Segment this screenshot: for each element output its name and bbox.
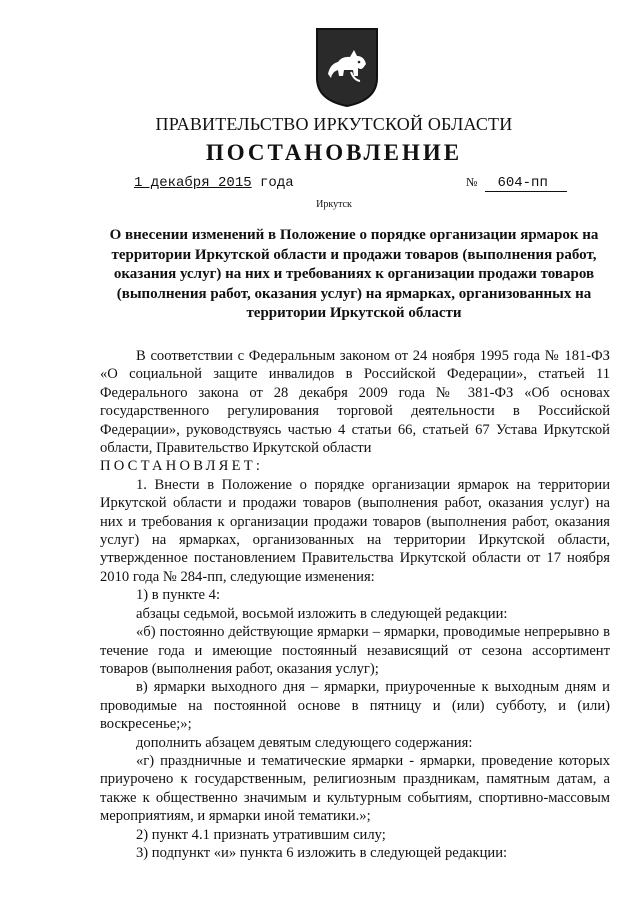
paragraph-add: дополнить абзацем девятым следующего содержания: (136, 734, 473, 751)
document-body (100, 347, 610, 862)
paragraph-v: в) ярмарки выходного дня – ярмарки, приуроченные к выходным дням и проводимые на постоянной основе в пятницу и (или) субботу, и (или) воскресенье;»; (100, 679, 610, 733)
coat-of-arms-icon (314, 26, 380, 108)
paragraph-item-3: 3) подпункт «и» пункта 6 изложить в следующей редакции: (136, 844, 508, 861)
paragraph-b: «б) постоянно действующие ярмарки – ярмарки, проводимые непрерывно в течение года и имеющие постоянный независящий от сезона ассортимент товаров (выполнения работ, оказания услуг); (100, 624, 610, 677)
document-date (134, 175, 294, 191)
number-sign: № (466, 175, 478, 189)
paragraph-item-1: 1) в пункте 4: (136, 587, 221, 604)
document-number (466, 175, 567, 192)
resolution-title: О внесении изменений в Положение о порядке организации ярмарок на территории Иркутской области и продажи товаров (выполнения работ, оказания услуг) на них и требованиях к организации продажи товаров (выполнения работ, оказания услуг) на ярмарках, организованных на территории Иркутской области (109, 227, 599, 321)
paragraph-g: «г) праздничные и тематические ярмарки - ярмарки, проведение которых приурочено к государственным, религиозным праздникам, памятным датам, а также к общественно значимым и культурным событиям, спортивно-массовым мероприятиям, и ярмарки иной тематики.»; (100, 752, 610, 825)
date-suffix: года (260, 175, 294, 191)
paragraph-item-2: 2) пункт 4.1 признать утратившим силу; (136, 826, 386, 843)
paragraph-1: 1. Внести в Положение о порядке организации ярмарок на территории Иркутской области и продажи товаров (выполнения работ, оказания услуг) на них и требования к организации продажи товаров (выполнения работ, оказания услуг) на ярмарках, организованных на территории Иркутской области, утвержденное постановлением Правительства Иркутской области от 17 ноября 2010 года № 284-пп, следующие изменения: (100, 476, 610, 585)
document-type: ПОСТАНОВЛЕНИЕ (205, 140, 463, 165)
government-name: ПРАВИТЕЛЬСТВО ИРКУТСКОЙ ОБЛАСТИ (155, 114, 513, 134)
resolves-heading: ПОСТАНОВЛЯЕТ: (100, 458, 264, 475)
number-value: 604-пп (485, 175, 567, 192)
preamble-paragraph: В соответствии с Федеральным законом от 24 ноября 1995 года № 181-ФЗ «О социальной защите инвалидов в Российской Федерации», статьей 11 Федерального закона от 28 декабря 2009 года № 381-ФЗ «Об основах государственного регулирования торговой деятельности в Российской Федерации», руководствуясь частью 4 статьи 66, статьей 67 Устава Иркутской области, Правительство Иркутской области (100, 348, 610, 457)
city-name: Иркутск (316, 199, 352, 210)
paragraph-abzats: абзацы седьмой, восьмой изложить в следующей редакции: (136, 605, 508, 622)
date-value: 1 декабря 2015 (134, 175, 252, 191)
